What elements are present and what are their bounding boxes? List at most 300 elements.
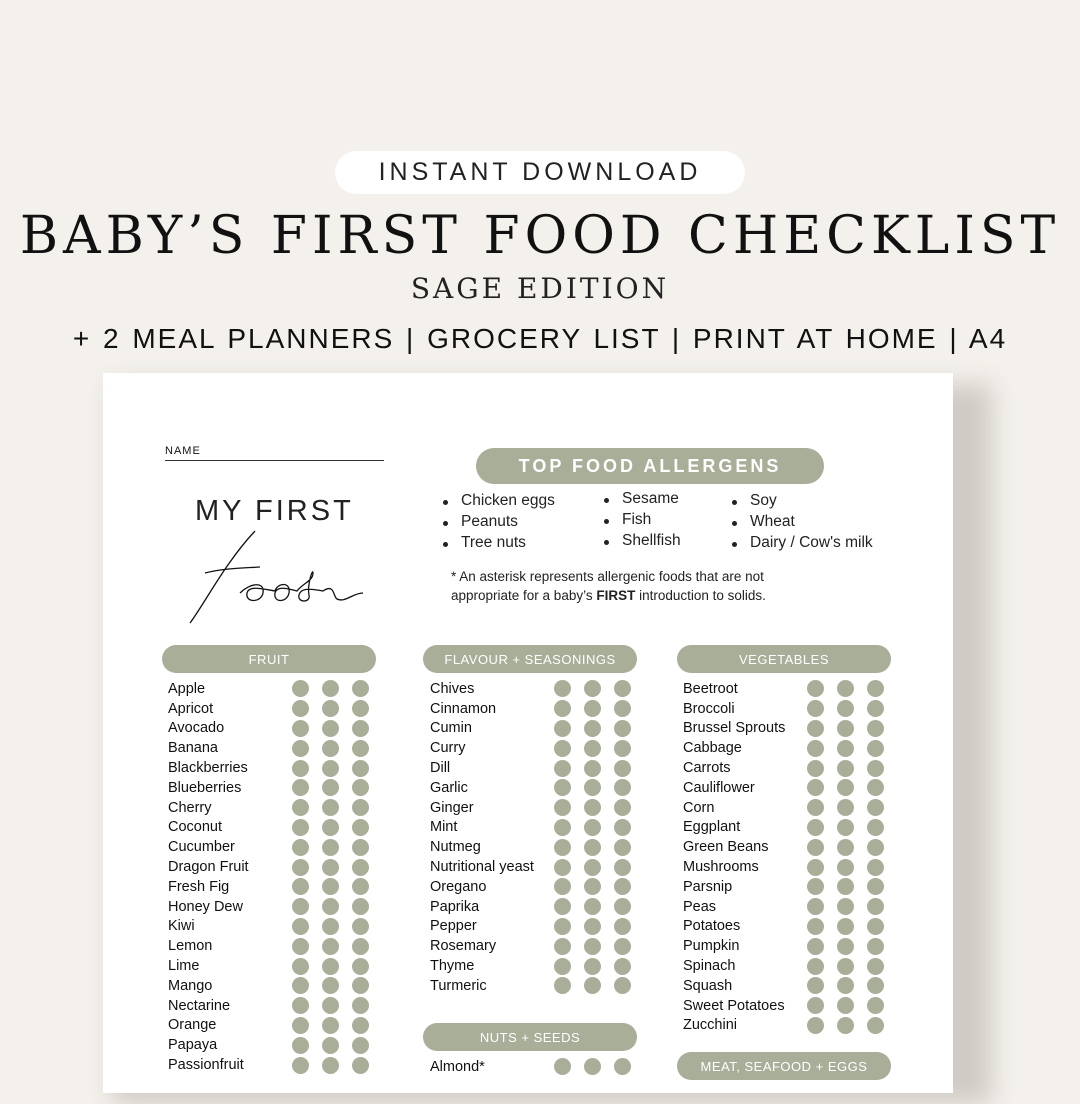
food-row <box>430 778 644 798</box>
food-label: Nutritional yeast <box>430 859 534 876</box>
checkbox-circle[interactable] <box>807 740 824 757</box>
food-label: Squash <box>683 977 733 994</box>
food-label: Eggplant <box>683 819 741 836</box>
checkbox-circle[interactable] <box>292 799 309 816</box>
food-row <box>430 877 644 897</box>
allergen-item: Shellfish <box>604 532 681 553</box>
food-row <box>168 1016 382 1036</box>
script-word: foods <box>245 631 248 632</box>
checkbox-circle[interactable] <box>322 720 339 737</box>
food-row <box>683 936 897 956</box>
food-label: Beetroot <box>683 680 738 697</box>
nuts-list <box>430 1057 644 1077</box>
checkbox-circle[interactable] <box>867 878 884 895</box>
food-label: Carrots <box>683 760 731 777</box>
checkbox-circle[interactable] <box>837 720 854 737</box>
checkbox-circle[interactable] <box>554 720 571 737</box>
checkbox-circle[interactable] <box>554 878 571 895</box>
food-row <box>168 818 382 838</box>
checkbox-circle[interactable] <box>614 680 631 697</box>
checkbox-circle[interactable] <box>837 799 854 816</box>
checkbox-circle[interactable] <box>554 799 571 816</box>
checkbox-circle[interactable] <box>584 700 601 717</box>
checkbox-circle[interactable] <box>352 740 369 757</box>
product-subtitle: SAGE EDITION <box>410 272 670 305</box>
checkbox-circle[interactable] <box>554 839 571 856</box>
checkbox-circle[interactable] <box>352 958 369 975</box>
food-row <box>683 897 897 917</box>
checkbox-circle[interactable] <box>352 997 369 1014</box>
allergen-item: Fish <box>604 511 681 532</box>
checkbox-circle[interactable] <box>614 839 631 856</box>
food-row <box>430 758 644 778</box>
checkbox-circle[interactable] <box>584 839 601 856</box>
food-label: Avocado <box>168 720 225 737</box>
allergen-item: Chicken eggs <box>443 492 555 513</box>
checkbox-circle[interactable] <box>837 1017 854 1034</box>
checkbox-circle[interactable] <box>807 799 824 816</box>
food-row <box>168 1035 382 1055</box>
food-label: Green Beans <box>683 839 769 856</box>
food-label: Banana <box>168 740 218 757</box>
checkbox-circle[interactable] <box>867 740 884 757</box>
checkbox-circle[interactable] <box>867 779 884 796</box>
checkbox-circle[interactable] <box>614 760 631 777</box>
meat-title: MEAT, SEAFOOD + EGGS <box>700 1058 868 1074</box>
checkbox-circle[interactable] <box>322 898 339 915</box>
fruit-header <box>162 645 376 673</box>
checkbox-circle[interactable] <box>867 700 884 717</box>
checkbox-circle[interactable] <box>292 700 309 717</box>
food-row <box>168 837 382 857</box>
checkbox-circle[interactable] <box>554 859 571 876</box>
checkbox-circle[interactable] <box>322 878 339 895</box>
allergen-item: Sesame <box>604 490 681 511</box>
checkbox-circle[interactable] <box>837 958 854 975</box>
checkbox-circle[interactable] <box>322 740 339 757</box>
checkbox-circle[interactable] <box>322 1017 339 1034</box>
checkbox-circle[interactable] <box>292 977 309 994</box>
food-row <box>168 758 382 778</box>
checkbox-circle[interactable] <box>292 839 309 856</box>
checkbox-circle[interactable] <box>867 819 884 836</box>
checkbox-circle[interactable] <box>322 1057 339 1074</box>
checkbox-circle[interactable] <box>837 760 854 777</box>
checkbox-circle[interactable] <box>614 878 631 895</box>
food-row <box>683 857 897 877</box>
checkbox-circle[interactable] <box>292 680 309 697</box>
note-suffix: introduction to solids. <box>635 588 766 603</box>
food-row <box>168 857 382 877</box>
allergen-item: Tree nuts <box>443 534 555 555</box>
checkbox-circle[interactable] <box>352 977 369 994</box>
checkbox-circle[interactable] <box>352 680 369 697</box>
name-label: NAME <box>165 445 201 457</box>
food-row <box>683 818 897 838</box>
food-label: Cinnamon <box>430 700 497 717</box>
food-row <box>430 857 644 877</box>
checkbox-circle[interactable] <box>837 918 854 935</box>
checkbox-circle[interactable] <box>322 819 339 836</box>
checkbox-circle[interactable] <box>322 760 339 777</box>
checkbox-circle[interactable] <box>614 720 631 737</box>
food-label: Coconut <box>168 819 223 836</box>
food-label: Almond* <box>430 1058 485 1075</box>
food-label: Ginger <box>430 799 474 816</box>
checkbox-circle[interactable] <box>352 720 369 737</box>
checkbox-circle[interactable] <box>292 859 309 876</box>
checkbox-circle[interactable] <box>554 740 571 757</box>
checkbox-circle[interactable] <box>837 997 854 1014</box>
food-row <box>430 917 644 937</box>
allergen-item: Peanuts <box>443 513 555 534</box>
food-label: Nutmeg <box>430 839 481 856</box>
food-row <box>168 778 382 798</box>
food-label: Mushrooms <box>683 859 759 876</box>
checkbox-circle[interactable] <box>352 760 369 777</box>
checkbox-circle[interactable] <box>584 680 601 697</box>
checkbox-circle[interactable] <box>807 680 824 697</box>
food-row <box>168 897 382 917</box>
checkbox-circle[interactable] <box>352 878 369 895</box>
checkbox-circle[interactable] <box>807 898 824 915</box>
food-label: Turmeric <box>430 977 487 994</box>
checkbox-circle[interactable] <box>554 898 571 915</box>
food-label: Garlic <box>430 779 468 796</box>
food-label: Dragon Fruit <box>168 859 249 876</box>
checkbox-circle[interactable] <box>322 799 339 816</box>
checkbox-circle[interactable] <box>807 958 824 975</box>
food-label: Lime <box>168 958 200 975</box>
food-label: Zucchini <box>683 1017 737 1034</box>
food-label: Broccoli <box>683 700 735 717</box>
checkbox-circle[interactable] <box>322 1037 339 1054</box>
checkbox-circle[interactable] <box>614 938 631 955</box>
checkbox-circle[interactable] <box>292 997 309 1014</box>
checkbox-circle[interactable] <box>614 958 631 975</box>
checkbox-circle[interactable] <box>867 839 884 856</box>
food-label: Cauliflower <box>683 779 755 796</box>
flavour-header <box>423 645 637 673</box>
food-row <box>683 798 897 818</box>
food-label: Mint <box>430 819 458 836</box>
checkbox-circle[interactable] <box>554 1058 571 1075</box>
fruit-list <box>168 679 382 1075</box>
checkbox-circle[interactable] <box>807 700 824 717</box>
checkbox-circle[interactable] <box>807 878 824 895</box>
food-row <box>168 996 382 1016</box>
food-row <box>430 956 644 976</box>
checkbox-circle[interactable] <box>837 938 854 955</box>
checkbox-circle[interactable] <box>867 997 884 1014</box>
checkbox-circle[interactable] <box>614 700 631 717</box>
checkbox-circle[interactable] <box>867 859 884 876</box>
food-row <box>430 837 644 857</box>
food-row <box>430 936 644 956</box>
checkbox-circle[interactable] <box>807 1017 824 1034</box>
nuts-title: NUTS + SEEDS <box>479 1029 581 1045</box>
checkbox-circle[interactable] <box>554 760 571 777</box>
checkbox-circle[interactable] <box>614 918 631 935</box>
checkbox-circle[interactable] <box>352 859 369 876</box>
food-label: Kiwi <box>168 918 195 935</box>
food-row <box>168 798 382 818</box>
food-label: Passionfruit <box>168 1057 244 1074</box>
checkbox-circle[interactable] <box>837 859 854 876</box>
checkbox-circle[interactable] <box>837 839 854 856</box>
food-label: Apple <box>168 680 206 697</box>
checkbox-circle[interactable] <box>584 720 601 737</box>
food-label: Fresh Fig <box>168 878 230 895</box>
name-line[interactable] <box>165 460 384 461</box>
checkbox-circle[interactable] <box>807 997 824 1014</box>
checkbox-circle[interactable] <box>292 918 309 935</box>
checkbox-circle[interactable] <box>807 779 824 796</box>
checkbox-circle[interactable] <box>352 779 369 796</box>
checkbox-circle[interactable] <box>584 760 601 777</box>
checkbox-circle[interactable] <box>554 977 571 994</box>
food-label: Mango <box>168 977 213 994</box>
checkbox-circle[interactable] <box>867 898 884 915</box>
checkbox-circle[interactable] <box>614 740 631 757</box>
food-label: Chives <box>430 680 475 697</box>
checkbox-circle[interactable] <box>614 779 631 796</box>
checkbox-circle[interactable] <box>584 958 601 975</box>
allergen-column-3 <box>732 492 873 555</box>
checkbox-circle[interactable] <box>322 839 339 856</box>
checkbox-circle[interactable] <box>322 997 339 1014</box>
meat-header <box>677 1052 891 1080</box>
food-row <box>168 917 382 937</box>
checkbox-circle[interactable] <box>584 1058 601 1075</box>
checkbox-circle[interactable] <box>614 977 631 994</box>
food-row <box>168 719 382 739</box>
food-row <box>683 976 897 996</box>
checkbox-circle[interactable] <box>867 958 884 975</box>
checkbox-circle[interactable] <box>867 977 884 994</box>
checkbox-circle[interactable] <box>584 918 601 935</box>
checkbox-circle[interactable] <box>352 1037 369 1054</box>
food-row <box>683 679 897 699</box>
checkbox-circle[interactable] <box>614 898 631 915</box>
checkbox-circle[interactable] <box>292 760 309 777</box>
flavour-title: FLAVOUR + SEASONINGS <box>444 651 616 667</box>
food-label: Thyme <box>430 958 475 975</box>
checkbox-circle[interactable] <box>352 799 369 816</box>
food-row <box>430 679 644 699</box>
food-label: Paprika <box>430 898 480 915</box>
food-label: Blueberries <box>168 779 242 796</box>
checkbox-circle[interactable] <box>352 700 369 717</box>
checkbox-circle[interactable] <box>807 839 824 856</box>
food-label: Pumpkin <box>683 938 740 955</box>
food-label: Curry <box>430 740 466 757</box>
food-row <box>683 1016 897 1036</box>
checkbox-circle[interactable] <box>837 819 854 836</box>
food-label: Parsnip <box>683 878 733 895</box>
checkbox-circle[interactable] <box>554 819 571 836</box>
food-row <box>168 1055 382 1075</box>
note-prefix: * An asterisk represents allergenic foods that are not appropriate for a baby’s <box>451 569 764 603</box>
checkbox-circle[interactable] <box>807 819 824 836</box>
food-label: Cumin <box>430 720 472 737</box>
food-row <box>168 699 382 719</box>
food-row <box>168 679 382 699</box>
checkbox-circle[interactable] <box>292 779 309 796</box>
checkbox-circle[interactable] <box>584 740 601 757</box>
checkbox-circle[interactable] <box>292 1017 309 1034</box>
product-title: BABY’S FIRST FOOD CHECKLIST <box>19 206 1061 266</box>
checkbox-circle[interactable] <box>292 720 309 737</box>
checkbox-circle[interactable] <box>807 760 824 777</box>
checkbox-circle[interactable] <box>837 779 854 796</box>
checkbox-circle[interactable] <box>614 859 631 876</box>
checkbox-circle[interactable] <box>292 898 309 915</box>
instant-download-badge <box>335 151 745 194</box>
food-label: Corn <box>683 799 715 816</box>
flavour-list <box>430 679 644 996</box>
food-label: Cherry <box>168 799 212 816</box>
checkbox-circle[interactable] <box>614 799 631 816</box>
checkbox-circle[interactable] <box>322 700 339 717</box>
food-row <box>430 738 644 758</box>
checkbox-circle[interactable] <box>867 680 884 697</box>
checkbox-circle[interactable] <box>614 1058 631 1075</box>
allergen-column-1 <box>443 492 555 555</box>
sheet-heading: MY FIRST <box>195 495 354 527</box>
checkbox-circle[interactable] <box>322 977 339 994</box>
checkbox-circle[interactable] <box>614 819 631 836</box>
checkbox-circle[interactable] <box>807 938 824 955</box>
checkbox-circle[interactable] <box>584 799 601 816</box>
checkbox-circle[interactable] <box>292 740 309 757</box>
checkbox-circle[interactable] <box>292 1057 309 1074</box>
fruit-title: FRUIT <box>248 651 290 667</box>
food-label: Lemon <box>168 938 213 955</box>
checkbox-circle[interactable] <box>554 938 571 955</box>
checkbox-circle[interactable] <box>352 839 369 856</box>
checkbox-circle[interactable] <box>584 898 601 915</box>
food-label: Potatoes <box>683 918 741 935</box>
food-row <box>430 897 644 917</box>
vegetables-list <box>683 679 897 1035</box>
checkbox-circle[interactable] <box>322 779 339 796</box>
food-label: Blackberries <box>168 760 248 777</box>
food-label: Papaya <box>168 1037 218 1054</box>
checkbox-circle[interactable] <box>867 720 884 737</box>
checkbox-circle[interactable] <box>554 958 571 975</box>
checkbox-circle[interactable] <box>554 918 571 935</box>
food-row <box>168 976 382 996</box>
food-row <box>430 719 644 739</box>
food-label: Cabbage <box>683 740 742 757</box>
checkbox-circle[interactable] <box>322 680 339 697</box>
food-row <box>683 699 897 719</box>
food-label: Rosemary <box>430 938 497 955</box>
food-row <box>683 778 897 798</box>
food-row <box>430 976 644 996</box>
checkbox-circle[interactable] <box>292 938 309 955</box>
checkbox-circle[interactable] <box>807 918 824 935</box>
checkbox-circle[interactable] <box>584 977 601 994</box>
checkbox-circle[interactable] <box>867 760 884 777</box>
vegetables-header <box>677 645 891 673</box>
checkbox-circle[interactable] <box>807 977 824 994</box>
checkbox-circle[interactable] <box>867 938 884 955</box>
checkbox-circle[interactable] <box>352 898 369 915</box>
checkbox-circle[interactable] <box>292 1037 309 1054</box>
checkbox-circle[interactable] <box>807 720 824 737</box>
allergens-header <box>476 448 824 484</box>
checkbox-circle[interactable] <box>837 977 854 994</box>
food-label: Cucumber <box>168 839 235 856</box>
checkbox-circle[interactable] <box>837 680 854 697</box>
checkbox-circle[interactable] <box>322 938 339 955</box>
checkbox-circle[interactable] <box>867 799 884 816</box>
checkbox-circle[interactable] <box>292 878 309 895</box>
checkbox-circle[interactable] <box>352 918 369 935</box>
checkbox-circle[interactable] <box>837 700 854 717</box>
checkbox-circle[interactable] <box>322 918 339 935</box>
allergens-title: TOP FOOD ALLERGENS <box>518 455 782 476</box>
checkbox-circle[interactable] <box>352 1017 369 1034</box>
food-row <box>683 738 897 758</box>
badge-label: INSTANT DOWNLOAD <box>378 158 702 186</box>
food-row <box>168 877 382 897</box>
checkbox-circle[interactable] <box>554 680 571 697</box>
checkbox-circle[interactable] <box>322 859 339 876</box>
checkbox-circle[interactable] <box>584 859 601 876</box>
checkbox-circle[interactable] <box>292 958 309 975</box>
food-row <box>430 699 644 719</box>
food-label: Pepper <box>430 918 477 935</box>
food-row <box>683 758 897 778</box>
checkbox-circle[interactable] <box>292 819 309 836</box>
checkbox-circle[interactable] <box>837 740 854 757</box>
checkbox-circle[interactable] <box>352 1057 369 1074</box>
food-row <box>168 936 382 956</box>
food-row <box>168 956 382 976</box>
checkbox-circle[interactable] <box>352 819 369 836</box>
checkbox-circle[interactable] <box>584 819 601 836</box>
checkbox-circle[interactable] <box>584 878 601 895</box>
checkbox-circle[interactable] <box>837 898 854 915</box>
food-label: Oregano <box>430 878 487 895</box>
checkbox-circle[interactable] <box>554 700 571 717</box>
checkbox-circle[interactable] <box>322 958 339 975</box>
food-label: Brussel Sprouts <box>683 720 786 737</box>
checkbox-circle[interactable] <box>352 938 369 955</box>
food-row <box>683 917 897 937</box>
allergen-note <box>451 567 831 605</box>
allergen-column-2 <box>604 490 681 553</box>
checkbox-circle[interactable] <box>837 878 854 895</box>
checkbox-circle[interactable] <box>867 1017 884 1034</box>
nuts-header <box>423 1023 637 1051</box>
checkbox-circle[interactable] <box>584 779 601 796</box>
vegetables-title: VEGETABLES <box>738 651 829 667</box>
checkbox-circle[interactable] <box>554 779 571 796</box>
checkbox-circle[interactable] <box>807 859 824 876</box>
food-label: Peas <box>683 898 717 915</box>
allergen-item: Soy <box>732 492 873 513</box>
features-line: + 2 MEAL PLANNERS | GROCERY LIST | PRINT AT HOME | A4 <box>72 323 1008 354</box>
checklist-sheet <box>103 373 953 1093</box>
checkbox-circle[interactable] <box>867 918 884 935</box>
checkbox-circle[interactable] <box>584 938 601 955</box>
food-row <box>683 837 897 857</box>
allergen-item: Dairy / Cow's milk <box>732 534 873 555</box>
